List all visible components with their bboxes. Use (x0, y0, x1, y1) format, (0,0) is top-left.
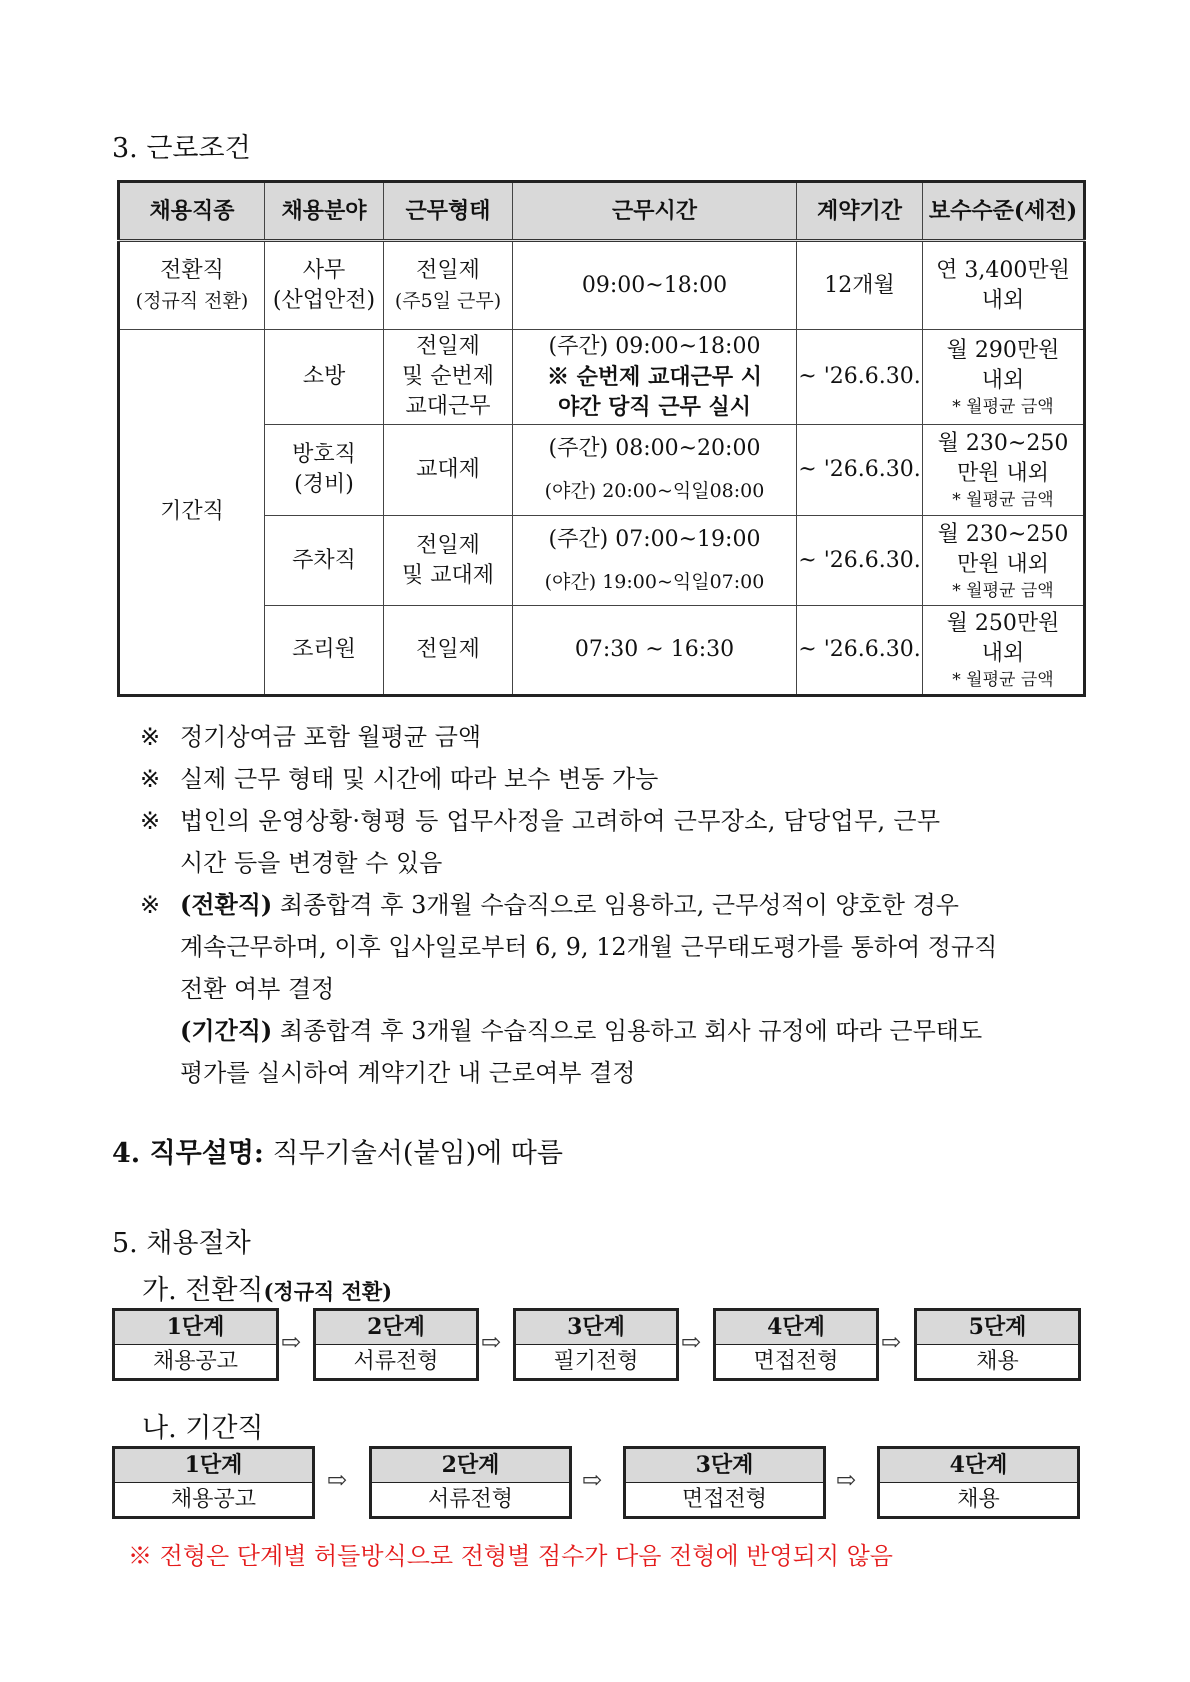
cell-field: 조리원 (265, 606, 384, 696)
flow-step: 2단계 서류전형 (369, 1446, 572, 1519)
right-arrow-icon: ⇨ (481, 1328, 502, 1356)
table-row (119, 241, 1085, 330)
cell-contract-period: ~ '26.6.30. (797, 330, 923, 425)
working-conditions-table (117, 180, 1086, 697)
flow-step: 4단계 채용 (877, 1446, 1080, 1519)
flow-step: 4단계 면접전형 (713, 1308, 879, 1381)
cell-job-type: 전환직 (정규직 전환) (119, 241, 265, 330)
cell-work-form: 전일제 및 순번제 교대근무 (384, 330, 513, 425)
section-4: 4. 직무설명: 직무기술서(붙임)에 따름 (112, 1138, 563, 1169)
header-job-type: 채용직종 (119, 182, 265, 241)
header-field: 채용분야 (265, 182, 384, 241)
header-contract-period: 계약기간 (797, 182, 923, 241)
notes-list (140, 716, 1085, 1094)
cell-field: 소방 (265, 330, 384, 425)
header-pay: 보수수준(세전) (923, 182, 1085, 241)
flow-step: 1단계 채용공고 (112, 1308, 279, 1381)
cell-work-hours: (주간) 08:00~20:00 (야간) 20:00~익일08:00 (513, 425, 797, 516)
hurdle-warning-note: ※ 전형은 단계별 허들방식으로 전형별 점수가 다음 전형에 반영되지 않음 (128, 1542, 893, 1570)
flow-step: 5단계 채용 (914, 1308, 1081, 1381)
header-work-form: 근무형태 (384, 182, 513, 241)
note-item: ※ 실제 근무 형태 및 시간에 따라 보수 변동 가능 (140, 758, 1085, 800)
cell-pay: 연 3,400만원 내외 (923, 241, 1085, 330)
cell-field: 주차직 (265, 516, 384, 606)
cell-work-hours: (주간) 07:00~19:00 (야간) 19:00~익일07:00 (513, 516, 797, 606)
table-row (119, 330, 1085, 425)
note-item: ※ 정기상여금 포함 월평균 금액 (140, 716, 1085, 758)
right-arrow-icon: ⇨ (327, 1466, 348, 1494)
subsection-a-title: 가. 전환직(정규직 전환) (142, 1275, 393, 1306)
cell-pay: 월 230~250 만원 내외 * 월평균 금액 (923, 516, 1085, 606)
note-item: ※ 법인의 운영상황·형평 등 업무사정을 고려하여 근무장소, 담당업무, 근무 시간 등을 변경할 수 있음 (140, 800, 1085, 884)
section-3-title: 3. 근로조건 (112, 133, 251, 164)
cell-work-form: 전일제 및 교대제 (384, 516, 513, 606)
right-arrow-icon: ⇨ (281, 1328, 302, 1356)
flow-step: 3단계 면접전형 (623, 1446, 826, 1519)
cell-work-hours: 09:00~18:00 (513, 241, 797, 330)
cell-job-type-temp: 기간직 (119, 330, 265, 696)
cell-work-form: 전일제 (384, 606, 513, 696)
section-5-title: 5. 채용절차 (112, 1228, 251, 1259)
cell-contract-period: ~ '26.6.30. (797, 425, 923, 516)
cell-contract-period: 12개월 (797, 241, 923, 330)
right-arrow-icon: ⇨ (582, 1466, 603, 1494)
cell-pay: 월 230~250 만원 내외 * 월평균 금액 (923, 425, 1085, 516)
cell-pay: 월 290만원 내외 * 월평균 금액 (923, 330, 1085, 425)
cell-work-hours: (주간) 09:00~18:00 ※ 순번제 교대근무 시 야간 당직 근무 실시 (513, 330, 797, 425)
header-work-hours: 근무시간 (513, 182, 797, 241)
cell-work-form: 교대제 (384, 425, 513, 516)
flow-step: 3단계 필기전형 (513, 1308, 679, 1381)
subsection-b-title: 나. 기간직 (142, 1413, 264, 1444)
flow-step: 2단계 서류전형 (313, 1308, 479, 1381)
reference-mark: ※ (140, 891, 161, 919)
right-arrow-icon: ⇨ (881, 1328, 902, 1356)
cell-field: 사무 (산업안전) (265, 241, 384, 330)
right-arrow-icon: ⇨ (836, 1466, 857, 1494)
reference-mark: ※ (140, 723, 161, 751)
cell-work-form: 전일제 (주5일 근무) (384, 241, 513, 330)
reference-mark: ※ (140, 807, 161, 835)
cell-contract-period: ~ '26.6.30. (797, 516, 923, 606)
cell-pay: 월 250만원 내외 * 월평균 금액 (923, 606, 1085, 696)
table-header-row (119, 182, 1085, 241)
note-item: (기간직) 최종합격 후 3개월 수습직으로 임용하고 회사 규정에 따라 근무태도 평가를 실시하여 계약기간 내 근로여부 결정 (180, 1016, 983, 1087)
reference-mark: ※ (140, 765, 161, 793)
right-arrow-icon: ⇨ (681, 1328, 702, 1356)
cell-contract-period: ~ '26.6.30. (797, 606, 923, 696)
note-item: ※ (전환직) 최종합격 후 3개월 수습직으로 임용하고, 근무성적이 양호한 경우 계속근무하며, 이후 입사일로부터 6, 9, 12개월 근무태도평가를 통하여 정규직 전환 여부 결정 (140, 884, 1085, 1010)
cell-work-hours: 07:30 ~ 16:30 (513, 606, 797, 696)
cell-field: 방호직 (경비) (265, 425, 384, 516)
flow-step: 1단계 채용공고 (112, 1446, 315, 1519)
